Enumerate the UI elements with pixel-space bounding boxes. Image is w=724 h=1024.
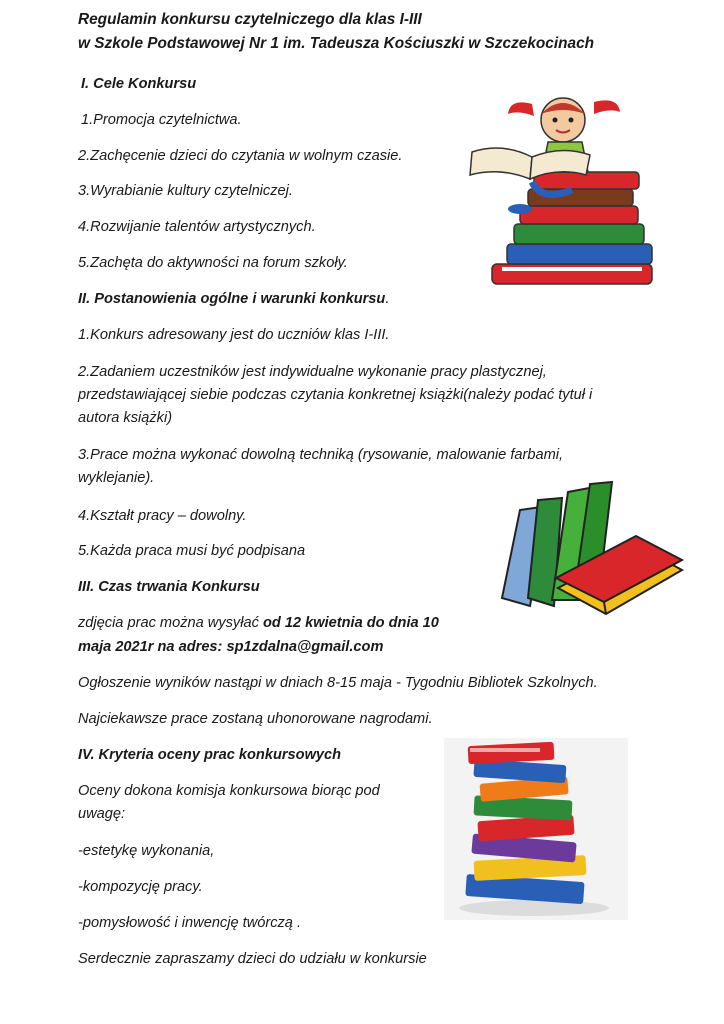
- goal-item-4: 4.Rozwijanie talentów artystycznych.: [78, 219, 316, 235]
- section-2-heading: [78, 288, 389, 310]
- goal-item-3: 3.Wyrabianie kultury czytelniczej.: [78, 183, 293, 199]
- send-prefix: zdjęcia prac można wysyłać: [78, 615, 263, 631]
- criteria-intro-line-2: uwagę:: [78, 806, 126, 822]
- send-line-2: maja 2021r na adres: sp1zdalna@gmail.com: [78, 639, 384, 655]
- rule-3-line-2: wyklejanie).: [78, 470, 155, 486]
- send-line-1: [78, 612, 439, 634]
- closing-invitation: Serdecznie zapraszamy dzieci do udziału w konkursie: [78, 951, 427, 967]
- section-4-heading: IV. Kryteria oceny prac konkursowych: [78, 747, 342, 763]
- section-3-heading: III. Czas trwania Konkursu: [78, 579, 260, 595]
- rule-2-line-2: przedstawiającej siebie podczas czytania konkretnej książki(należy podać tytuł i: [78, 387, 593, 403]
- rule-1: 1.Konkurs adresowany jest do uczniów klas I-III.: [78, 327, 390, 343]
- goal-item-2: 2.Zachęcenie dzieci do czytania w wolnym czasie.: [78, 148, 403, 164]
- rule-4: 4.Kształt pracy – dowolny.: [78, 508, 247, 524]
- rule-2-line-1: 2.Zadaniem uczestników jest indywidualne wykonanie pracy plastycznej,: [78, 364, 547, 380]
- awards-note: Najciekawsze prace zostaną uhonorowane nagrodami.: [78, 711, 433, 727]
- send-dates: od 12 kwietnia do dnia 10: [262, 615, 439, 631]
- colorful-book-stack-illustration: [444, 738, 628, 920]
- section-1-heading: I. Cele Konkursu: [81, 76, 197, 92]
- rule-5: 5.Każda praca musi być podpisana: [78, 543, 306, 559]
- goal-item-1: 1.Promocja czytelnictwa.: [81, 112, 242, 128]
- girl-reading-illustration: [462, 92, 662, 292]
- book-stack: [492, 172, 652, 284]
- criterion-3: -pomysłowość i inwencję twórczą .: [78, 915, 302, 931]
- title-line-1: Regulamin konkursu czytelniczego dla klas I-III: [78, 11, 422, 28]
- rule-2-line-3: autora książki): [78, 410, 173, 426]
- standing-books-illustration: [498, 480, 688, 640]
- title-line-2: w Szkole Podstawowej Nr 1 im. Tadeusza Kościuszki w Szczekocinach: [78, 35, 595, 52]
- criteria-intro-line-1: Oceny dokona komisja konkursowa biorąc pod: [78, 783, 380, 799]
- section-2-heading-dot: .: [385, 291, 390, 307]
- results-announcement: Ogłoszenie wyników nastąpi w dniach 8-15 maja - Tygodniu Bibliotek Szkolnych.: [78, 675, 598, 691]
- document-title: [78, 8, 594, 56]
- section-2-heading-text: II. Postanowienia ogólne i warunki konkursu: [78, 291, 386, 307]
- rule-3-line-1: 3.Prace można wykonać dowolną techniką (rysowanie, malowanie farbami,: [78, 447, 564, 463]
- criterion-2: -kompozycję pracy.: [78, 879, 203, 895]
- criterion-1: -estetykę wykonania,: [78, 843, 215, 859]
- goal-item-5: 5.Zachęta do aktywności na forum szkoły.: [78, 255, 348, 271]
